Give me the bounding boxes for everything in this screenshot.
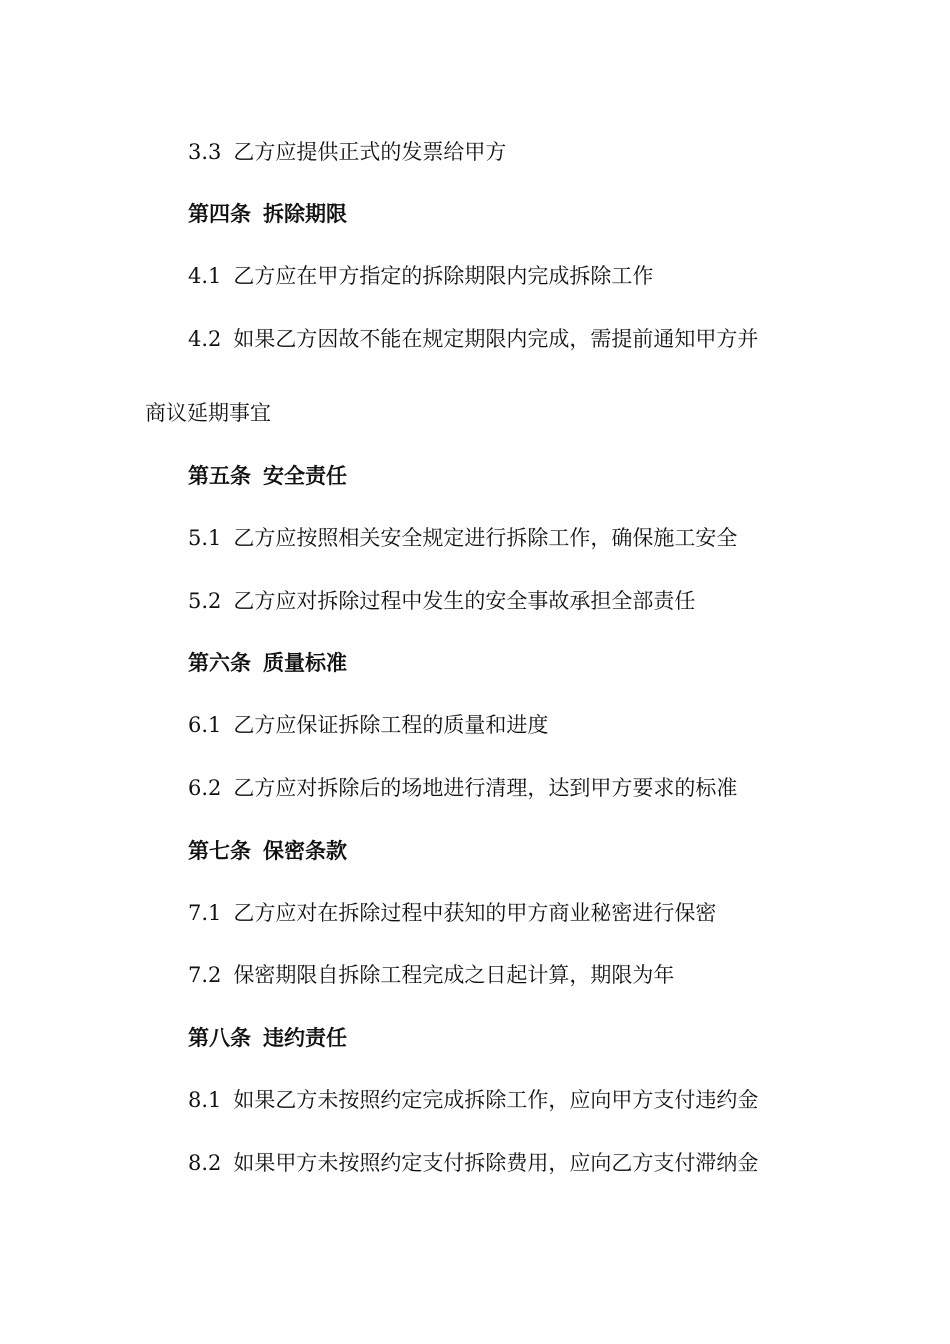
article-4-heading (188, 199, 347, 229)
clause-number: 4.1 (188, 264, 222, 288)
clause-number: 8.2 (188, 1151, 222, 1175)
clause-text: 乙方应在甲方指定的拆除期限内完成拆除工作 (233, 264, 654, 288)
clause-6-2 (188, 773, 737, 803)
clause-8-1 (188, 1085, 758, 1115)
clause-text: 乙方应对拆除过程中发生的安全事故承担全部责任 (233, 589, 696, 613)
clause-5-1 (188, 523, 737, 553)
clause-7-2 (188, 960, 674, 990)
clause-number: 5.1 (188, 526, 222, 550)
clause-text: 商议延期事宜 (145, 401, 271, 425)
clause-text: 乙方应按照相关安全规定进行拆除工作，确保施工安全 (233, 526, 738, 550)
clause-3-3 (188, 137, 506, 167)
clause-text: 如果甲方未按照约定支付拆除费用，应向乙方支付滞纳金 (233, 1151, 759, 1175)
clause-number: 6.2 (188, 776, 222, 800)
article-6-heading (188, 648, 347, 678)
clause-8-2 (188, 1148, 758, 1178)
clause-text: 乙方应对在拆除过程中获知的甲方商业秘密进行保密 (233, 901, 717, 925)
article-title: 违约责任 (263, 1026, 347, 1050)
article-8-heading (188, 1023, 347, 1053)
clause-text: 乙方应对拆除后的场地进行清理，达到甲方要求的标准 (233, 776, 738, 800)
article-number: 第八条 (188, 1026, 251, 1050)
clause-text: 乙方应保证拆除工程的质量和进度 (233, 713, 549, 737)
clause-number: 3.3 (188, 140, 222, 164)
clause-text: 如果乙方未按照约定完成拆除工作，应向甲方支付违约金 (233, 1088, 759, 1112)
article-number: 第七条 (188, 839, 251, 863)
clause-4-2-continuation (145, 398, 271, 428)
article-title: 拆除期限 (263, 202, 347, 226)
article-title: 质量标准 (263, 651, 347, 675)
clause-4-2 (188, 324, 758, 354)
article-5-heading (188, 461, 347, 491)
clause-number: 8.1 (188, 1088, 222, 1112)
clause-number: 6.1 (188, 713, 222, 737)
article-title: 保密条款 (263, 839, 347, 863)
article-number: 第四条 (188, 202, 251, 226)
clause-text: 保密期限自拆除工程完成之日起计算，期限为年 (233, 963, 675, 987)
article-number: 第六条 (188, 651, 251, 675)
article-title: 安全责任 (263, 464, 347, 488)
clause-number: 7.2 (188, 963, 222, 987)
article-7-heading (188, 836, 347, 866)
clause-text: 如果乙方因故不能在规定期限内完成，需提前通知甲方并 (233, 327, 759, 351)
article-number: 第五条 (188, 464, 251, 488)
clause-text: 乙方应提供正式的发票给甲方 (233, 140, 507, 164)
clause-4-1 (188, 261, 653, 291)
clause-number: 7.1 (188, 901, 222, 925)
clause-5-2 (188, 586, 695, 616)
clause-6-1 (188, 710, 548, 740)
clause-number: 5.2 (188, 589, 222, 613)
clause-number: 4.2 (188, 327, 222, 351)
clause-7-1 (188, 898, 716, 928)
